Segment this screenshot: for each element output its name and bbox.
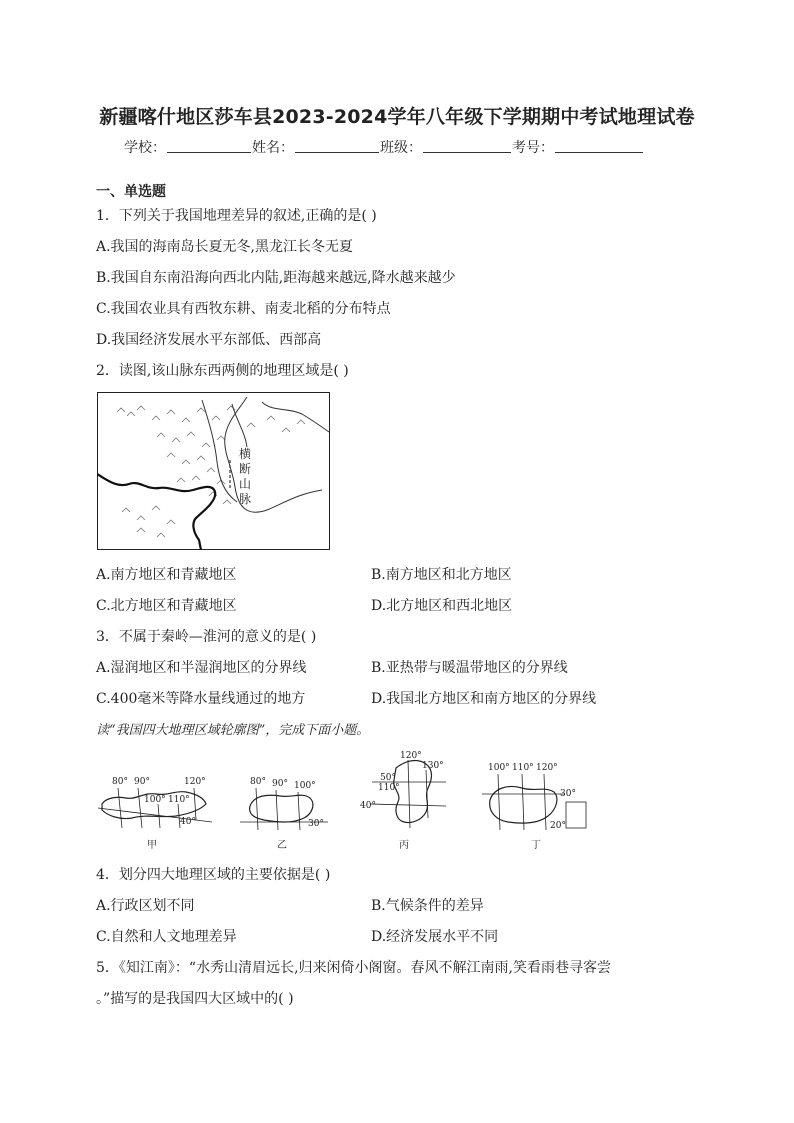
exam-title: 新疆喀什地区莎车县2023-2024学年八年级下学期期中考试地理试卷 [99,106,695,128]
q1-option-d[interactable]: D.我国经济发展水平东部低、西部高 [96,332,322,348]
map-label-1: 横 [239,447,252,461]
q3-option-b[interactable]: B.亚热带与暖温带地区的分界线 [371,660,568,676]
q1-option-b[interactable]: B.我国自东南沿海向西北内陆,距海越来越远,降水越来越少 [96,270,456,286]
q2-option-a[interactable]: A.南方地区和青藏地区 [96,567,237,583]
map-label-3: 山 [239,477,252,491]
caption-ding: 丁 [531,840,541,851]
bing-lon-120: 120° [400,751,422,761]
bing-lon-110: 110° [378,783,400,793]
q3-option-d[interactable]: D.我国北方地区和南方地区的分界线 [371,691,597,707]
q5-stem-line2: 。”描写的是我国四大区域中的( ) [96,991,294,1007]
class-blank[interactable] [423,137,511,153]
name-label: 姓名： [252,140,294,156]
region-jia-map [96,748,216,834]
student-info-row [124,137,644,157]
q1-option-a[interactable]: A.我国的海南岛长夏无冬,黑龙江长冬无夏 [96,239,354,255]
caption-bing: 丙 [399,840,409,851]
yi-outline [250,795,313,822]
school-blank[interactable] [167,137,251,153]
q4-option-d[interactable]: D.经济发展水平不同 [371,929,499,945]
ding-lat-30: 30° [560,789,576,799]
q1-stem: 1．下列关于我国地理差异的叙述,正确的是( ) [96,208,377,224]
jia-lon-120: 120° [184,777,206,787]
q3-option-c[interactable]: C.400毫米等降水量线通过的地方 [96,691,306,707]
q4-option-a[interactable]: A.行政区划不同 [96,898,195,914]
q4-option-b[interactable]: B.气候条件的差异 [371,898,484,914]
q4-stem: 4．划分四大地理区域的主要依据是( ) [96,867,331,883]
q2-stem: 2．读图,该山脉东西两侧的地理区域是( ) [96,363,349,379]
number-blank[interactable] [555,137,643,153]
bing-lat-50: 50° [380,773,396,783]
q2-option-d[interactable]: D.北方地区和西北地区 [371,598,513,614]
region-bing-map [356,748,456,834]
name-blank[interactable] [295,137,379,153]
jia-lon-80: 80° [112,777,128,787]
jia-lat-40: 40° [180,817,196,827]
jia-lon-110: 110° [168,795,190,805]
bing-lat-40: 40° [360,801,376,811]
number-label: 考号： [512,140,554,156]
section-heading: 一、单选题 [96,184,166,200]
q2-option-b[interactable]: B.南方地区和北方地区 [371,567,512,583]
school-label: 学校： [124,140,166,156]
ding-lon-100: 100° [488,763,510,773]
yi-lon-90: 90° [272,779,288,789]
caption-yi: 乙 [277,840,287,851]
yi-lat-30: 30° [308,819,324,829]
q5-stem-line1: 5．《知江南》：“水秀山清眉远长,归来闲倚小阁窗。春风不解江南雨,笑看雨巷寻客尝 [96,960,611,976]
figure-intro: 读“我国四大地理区域轮廓图”，完成下面小题。 [96,723,370,738]
q1-option-c[interactable]: C.我国农业具有西牧东耕、南麦北稻的分布特点 [96,301,391,317]
caption-jia: 甲 [147,840,157,851]
region-yi-map [236,748,336,834]
jia-lon-100: 100° [144,795,166,805]
region-ding-map [478,748,598,834]
yi-lon-100: 100° [294,781,316,791]
map-label-4: 脉 [239,492,252,506]
ding-lat-20: 20° [550,821,566,831]
q2-option-c[interactable]: C.北方地区和青藏地区 [96,598,237,614]
bing-lon-130: 130° [422,761,444,771]
map-label-2: 断 [239,462,252,476]
ding-lon-110: 110° [512,763,534,773]
jia-lon-90: 90° [134,777,150,787]
q4-option-c[interactable]: C.自然和人文地理差异 [96,929,237,945]
q3-option-a[interactable]: A.湿润地区和半湿润地区的分界线 [96,660,307,676]
hengduan-mountains-map [97,392,330,550]
south-sea-inset [566,802,586,828]
yi-lon-80: 80° [250,777,266,787]
class-label: 班级： [380,140,422,156]
q3-stem: 3．不属于秦岭—淮河的意义的是( ) [96,629,317,645]
ding-lon-120: 120° [536,763,558,773]
